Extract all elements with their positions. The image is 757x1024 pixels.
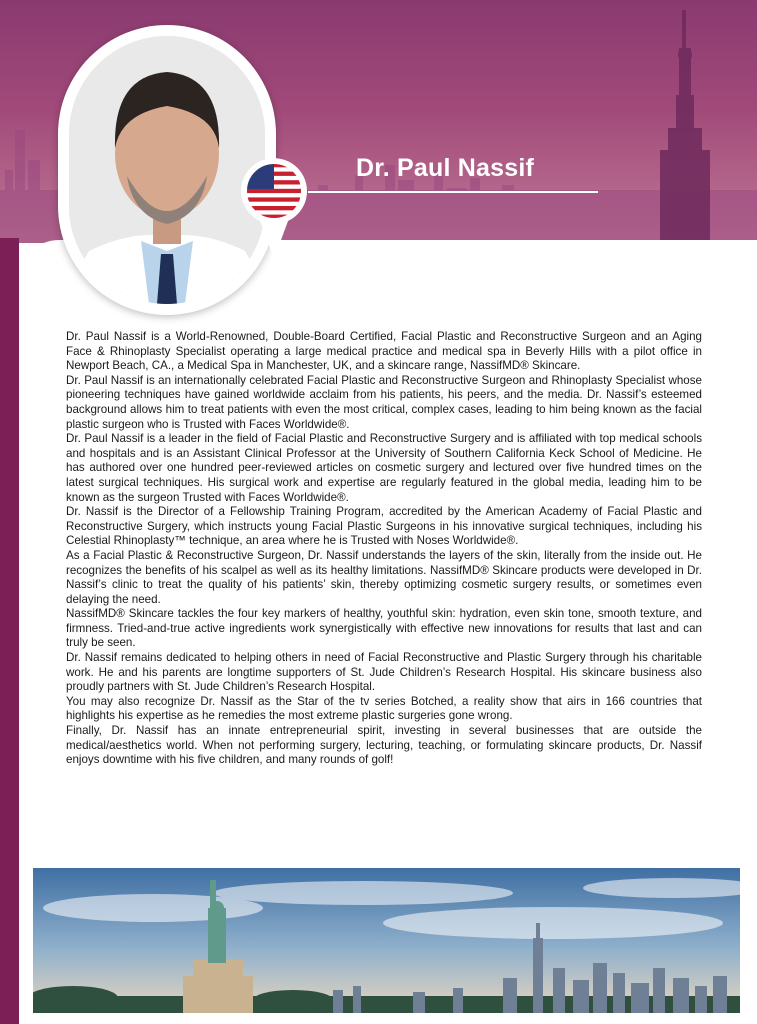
page-title: Dr. Paul Nassif bbox=[355, 154, 535, 182]
bio-paragraph: NassifMD® Skincare tackles the four key markers of healthy, youthful skin: hydration, even skin tone, smooth texture, and firmness. Tried-and-true active ingredients work synergistically with effective new innovations for results that last and can truly be seen. bbox=[66, 607, 702, 650]
bio-paragraph: Dr. Nassif remains dedicated to helping others in need of Facial Reconstructive and Plastic Surgery through his charitable work. He and his parents are longtime supporters of St. Jude Children’s Research Hospital. His skincare business also proudly partners with St. Jude Children’s Research Hospital. bbox=[66, 651, 702, 694]
bio-paragraph: Dr. Paul Nassif is an internationally celebrated Facial Plastic and Reconstructive Surgeon and Rhinoplasty Specialist whose pioneering techniques have gained worldwide acclaim from his patients, his peers, and the media. Dr. Nassif’s esteemed background allows him to treat patients with even the most critical, complex cases, leading to him being known as the facial plastic surgeon who is Trusted with Faces Worldwide®. bbox=[66, 373, 702, 431]
left-accent-bar bbox=[0, 238, 19, 1024]
bio-paragraph: Dr. Nassif is the Director of a Fellowship Training Program, accredited by the American Academy of Facial Plastic and Reconstructive Surgery, which instructs young Facial Plastic Surgeons in his innovative surgical techniques, including his Celestial Rhinoplasty™ technique, an area where he is Trusted with Noses Worldwide®. bbox=[66, 505, 702, 548]
bio-paragraph: Finally, Dr. Nassif has an innate entrepreneurial spirit, investing in several businesses that are outside the medical/aesthetics world. When not performing surgery, lecturing, teaching, or formulating skincare products, Dr. Nassif enjoys downtime with his five children, and many rounds of golf! bbox=[66, 724, 702, 767]
portrait-photo bbox=[69, 36, 265, 304]
bio-paragraph: Dr. Paul Nassif is a leader in the field of Facial Plastic and Reconstructive Surgery and is affiliated with top medical schools and hospitals and is an Assistant Clinical Professor at the University of Southern California Keck School of Medicine. He has authored over one hundred peer-reviewed articles on cosmetic surgery and lectured over five hundred times on the latest surgical techniques. His surgical work and expertise are regularly featured in the global media, leading him to be known as the surgeon Trusted with Faces Worldwide®. bbox=[66, 432, 702, 504]
bio-paragraph: As a Facial Plastic & Reconstructive Surgeon, Dr. Nassif understands the layers of the skin, literally from the inside out. He recognizes the benefits of his scalpel as well as its healthy limitations. NassifMD® Skincare products were developed in Dr. Nassif’s clinic to treat the quality of his patients’ skin, thereby optimizing cosmetic surgery results, or sometimes even delaying the need. bbox=[66, 548, 702, 606]
bio-paragraph: You may also recognize Dr. Nassif as the Star of the tv series Botched, a reality show that airs in 166 countries that highlights his expertise as he remedies the most extreme plastic surgeries gone wrong. bbox=[66, 694, 702, 723]
bio-paragraph: Dr. Paul Nassif is a World-Renowned, Double-Board Certified, Facial Plastic and Reconstructive Surgeon and an Aging Face & Rhinoplasty Specialist operating a large medical practice and medical spa in Beverly Hills with a pilot office in Newport Beach, CA., a Medical Spa in Manchester, UK, and a skincare range, NassifMD® Skincare. bbox=[66, 330, 702, 373]
title-underline bbox=[308, 191, 598, 193]
statue-of-liberty-banner bbox=[33, 868, 740, 1013]
biography-text bbox=[66, 330, 702, 768]
